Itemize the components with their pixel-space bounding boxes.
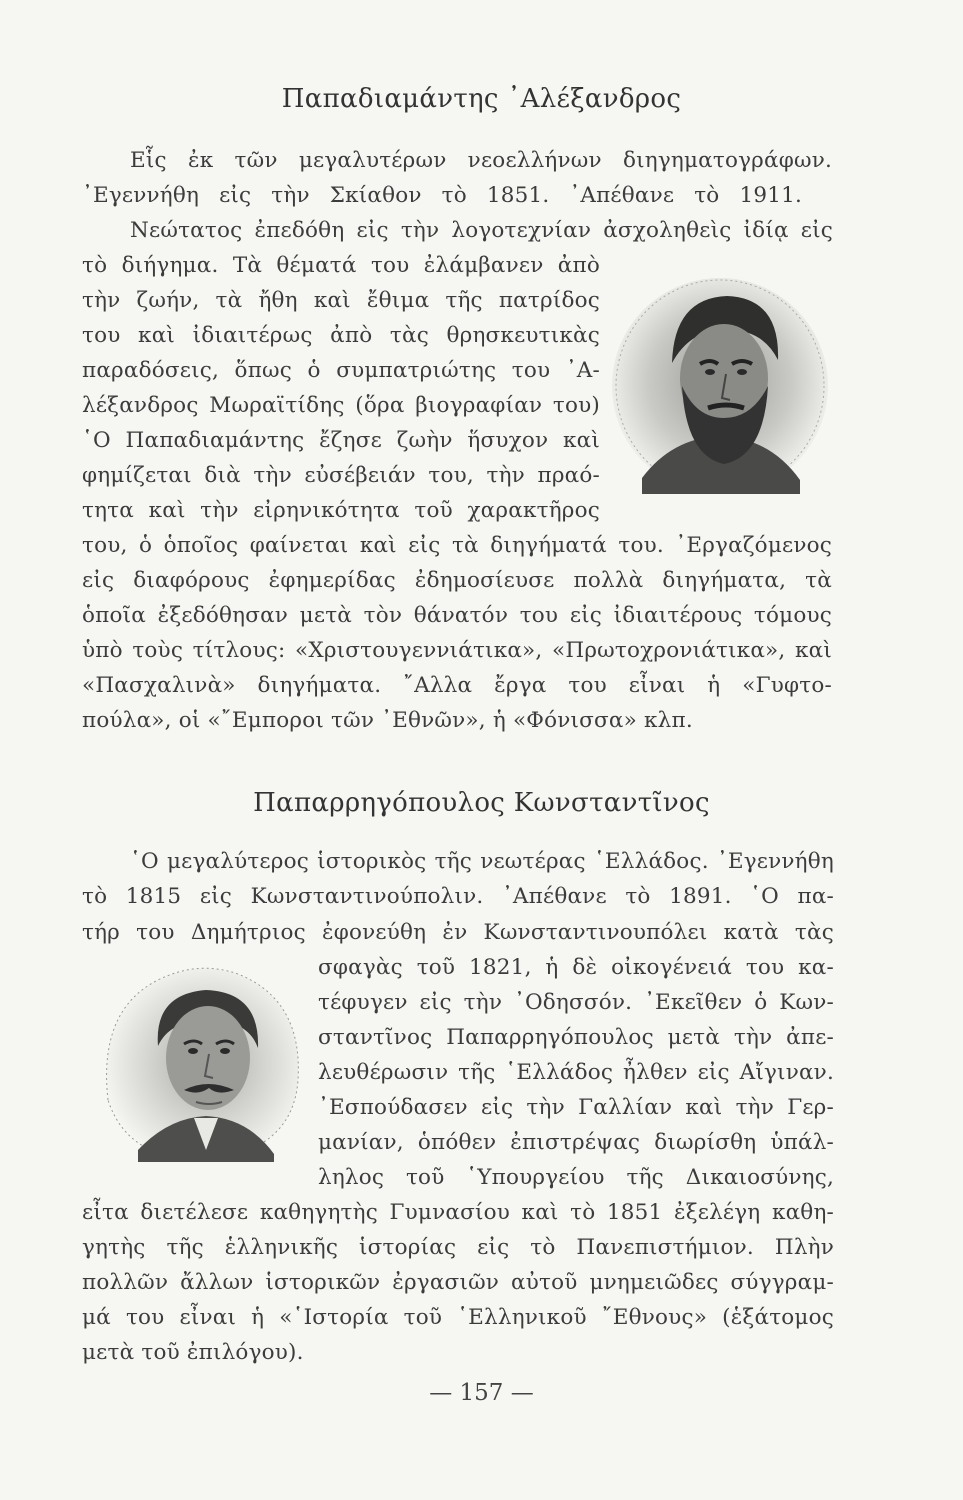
text-line: ληλος τοῦ ῾Υπουργείου τῆς Δικαιοσύνης, [318, 1165, 834, 1190]
text-line: τὴν ζωήν, τὰ ἤθη καὶ ἔθιμα τῆς πατρίδος [82, 288, 600, 313]
portrait-paparrigopoulos-icon [88, 950, 314, 1170]
text-line: τητα καὶ τὴν εἰρηνικότητα τοῦ χαρακτῆρος [82, 498, 600, 523]
text-line: ῾Ο Παπαδιαμάντης ἔζησε ζωὴν ἥσυχον καὶ [82, 428, 600, 453]
portrait-papadiamantis-icon [602, 268, 834, 498]
text-line: τὸ διήγημα. Τὰ θέματά του ἐλάμβανεν ἀπὸ [82, 253, 600, 278]
text-line: μανίαν, ὁπόθεν ἐπιστρέψας διωρίσθη ὑπάλ- [318, 1130, 834, 1155]
text-line: λευθέρωσιν τῆς ῾Ελλάδος ἦλθεν εἰς Αἴγιναν. [318, 1060, 834, 1085]
text-line: πούλα», οἱ «῎Εμποροι τῶν ᾽Εθνῶν», ἡ «Φόνισσα» κλπ. [82, 708, 693, 733]
text-line: ᾽Εγεννήθη εἰς τὴν Σκίαθον τὸ 1851. ᾽Απέθανε τὸ 1911. [82, 183, 802, 208]
text-line: τὸ 1815 εἰς Κωνσταντινούπολιν. ᾽Απέθανε τὸ 1891. ῾Ο πα- [82, 884, 834, 909]
page-number: — 157 — [429, 1380, 534, 1406]
text-line: ὑπὸ τοὺς τίτλους: «Χριστουγεννιάτικα», «Πρωτοχρονιάτικα», καὶ [82, 638, 832, 663]
text-line: μά του εἶναι ἡ «῾Ιστορία τοῦ ῾Ελληνικοῦ ῎Εθνους» (ἑξάτομος [82, 1305, 834, 1330]
text-line: του, ὁ ὁποῖος φαίνεται καὶ εἰς τὰ διηγήματά του. ᾽Εργαζόμενος [82, 533, 832, 558]
text-line: του καὶ ἰδιαιτέρως ἀπὸ τὰς θρησκευτικὰς [82, 323, 600, 348]
text-line: εἶτα διετέλεσε καθηγητὴς Γυμνασίου καὶ τὸ 1851 ἐξελέγη καθη- [82, 1200, 834, 1225]
text-line: τέφυγεν εἰς τὴν ᾽Οδησσόν. ᾽Εκεῖθεν ὁ Κων- [318, 990, 834, 1015]
text-line: μετὰ τοῦ ἐπιλόγου). [82, 1340, 304, 1365]
text-line: εἰς διαφόρους ἐφημερίδας ἐδημοσίευσε πολλὰ διηγήματα, τὰ [82, 568, 832, 593]
text-line: ᾽Εσπούδασεν εἰς τὴν Γαλλίαν καὶ τὴν Γερ- [318, 1095, 834, 1120]
text-line: λέξανδρος Μωραϊτίδης (ὅρα βιογραφίαν του) [82, 393, 600, 418]
text-line: σταντῖνος Παπαρρηγόπουλος μετὰ τὴν ἀπε- [318, 1025, 834, 1050]
text-line: παραδόσεις, ὅπως ὁ συμπατριώτης του ᾽Α- [82, 358, 600, 383]
entry-title-papadiamantis: Παπαδιαμάντης ᾽Αλέξανδρος [281, 84, 682, 114]
text-line: Εἷς ἐκ τῶν μεγαλυτέρων νεοελλήνων διηγηματογράφων. [130, 148, 832, 173]
text-line: τήρ του Δημήτριος ἐφονεύθη ἐν Κωνσταντινουπόλει κατὰ τὰς [82, 920, 834, 945]
text-line: σφαγὰς τοῦ 1821, ἡ δὲ οἰκογένειά του κα- [318, 955, 834, 980]
entry-title-paparrigopoulos: Παπαρρηγόπουλος Κωνσταντῖνος [253, 788, 710, 818]
text-line: ὁποῖα ἐξεδόθησαν μετὰ τὸν θάνατόν του εἰς ἰδιαιτέρους τόμους [82, 603, 832, 628]
text-line: πολλῶν ἄλλων ἱστορικῶν ἐργασιῶν αὐτοῦ μνημειῶδες σύγγραμ- [82, 1270, 834, 1295]
text-line: γητὴς τῆς ἑλληνικῆς ἱστορίας εἰς τὸ Πανεπιστήμιον. Πλὴν [82, 1235, 834, 1260]
text-line: «Πασχαλινὰ» διηγήματα. ῎Αλλα ἔργα του εἶναι ἡ «Γυφτο- [82, 673, 832, 698]
text-line: Νεώτατος ἐπεδόθη εἰς τὴν λογοτεχνίαν ἀσχοληθεὶς ἰδίᾳ εἰς [130, 218, 833, 243]
text-line: φημίζεται διὰ τὴν εὐσέβειάν του, τὴν πραό- [82, 463, 600, 488]
text-line: ῾Ο μεγαλύτερος ἱστορικὸς τῆς νεωτέρας ῾Ελλάδος. ᾽Εγεννήθη [130, 849, 834, 874]
